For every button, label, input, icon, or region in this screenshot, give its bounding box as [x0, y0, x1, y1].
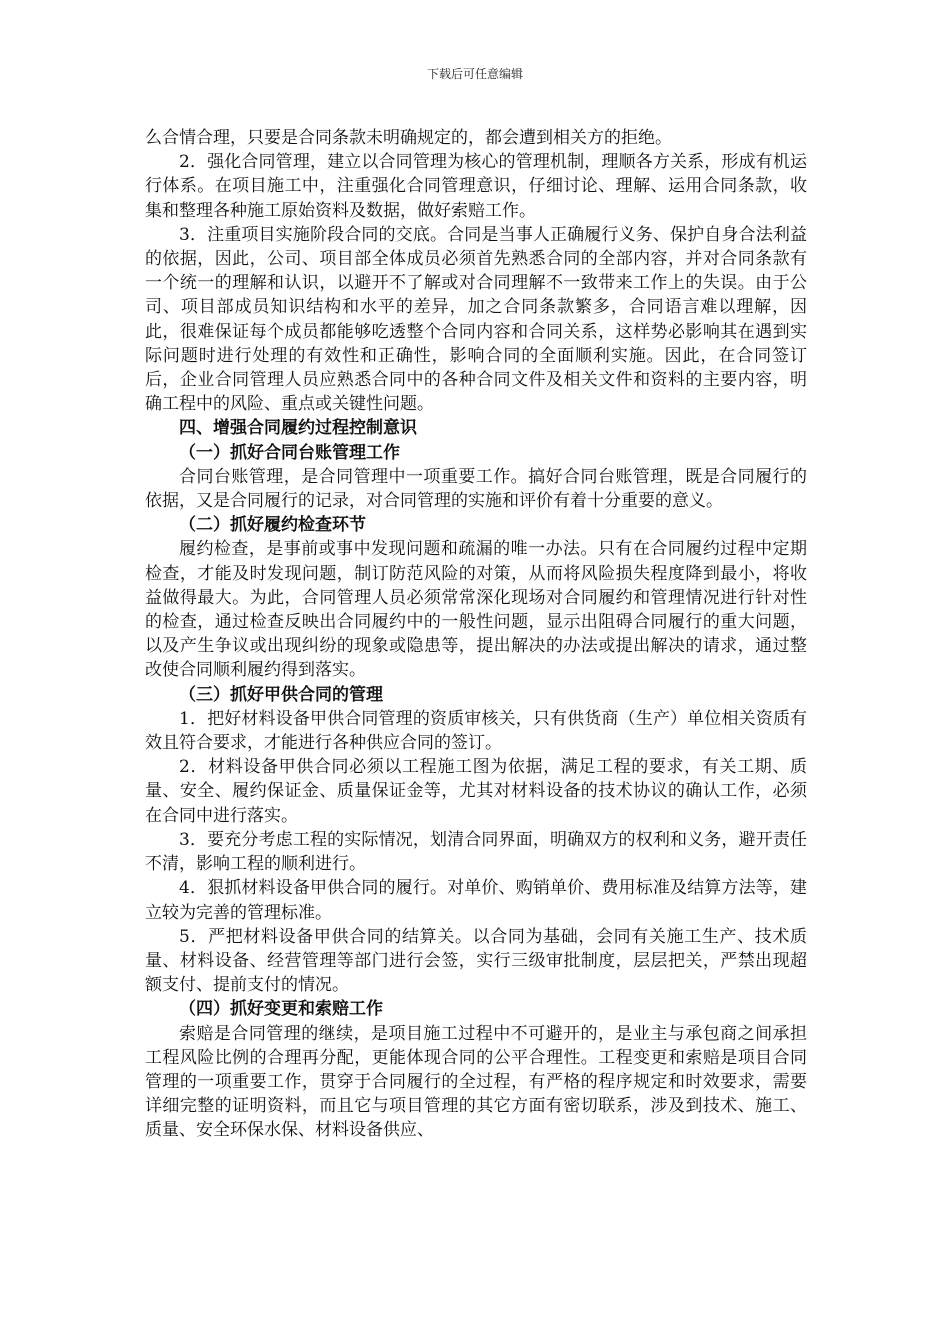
- paragraph: 索赔是合同管理的继续，是项目施工过程中不可避开的，是业主与承包商之间承担工程风险比例的合理再分配，更能体现合同的公平合理性。工程变更和索赔是项目合同管理的一项重要工作，贯穿于合同履行的全过程，有严格的程序规定和时效要求，需要详细完整的证明资料，而且它与项目管理的其它方面有密切联系，涉及到技术、施工、质量、安全环保水保、材料设备供应、: [145, 1023, 807, 1141]
- subsection-heading: （二）抓好履约检查环节: [179, 515, 366, 536]
- subsection-heading: （四）抓好变更和索赔工作: [179, 999, 383, 1020]
- section-heading: 四、增强合同履约过程控制意识: [179, 418, 417, 439]
- document-body: [145, 126, 807, 1143]
- subsection-heading: （一）抓好合同台账管理工作: [179, 442, 400, 463]
- paragraph: 合同台账管理，是合同管理中一项重要工作。搞好合同台账管理，既是合同履行的依据，又是合同履行的记录，对合同管理的实施和评价有着十分重要的意义。: [145, 466, 807, 512]
- paragraph: 2．材料设备甲供合同必须以工程施工图为依据，满足工程的要求，有关工期、质量、安全、履约保证金、质量保证金等，尤其对材料设备的技术协议的确认工作，必须在合同中进行落实。: [145, 757, 807, 826]
- paragraph: 5．严把材料设备甲供合同的结算关。以合同为基础，会同有关施工生产、技术质量、材料设备、经营管理等部门进行会签，实行三级审批制度，层层把关，严禁出现超额支付、提前支付的情况。: [145, 926, 807, 996]
- paragraph: 2．强化合同管理，建立以合同管理为核心的管理机制，理顺各方关系，形成有机运行体系。在项目施工中，注重强化合同管理意识，仔细讨论、理解、运用合同条款，收集和整理各种施工原始资料及数据，做好索赔工作。: [145, 152, 807, 221]
- paragraph: 履约检查，是事前或事中发现问题和疏漏的唯一办法。只有在合同履约过程中定期检查，才能及时发现问题，制订防范风险的对策，从而将风险损失程度降到最小，将收益做得最大。为此，合同管理人员必须常常深化现场对合同履约和管理情况进行针对性的检查，通过检查反映出合同履约中的一般性问题，显示出阻碍合同履行的重大问题，以及产生争议或出现纠纷的现象或隐患等，提出解决的办法或提出解决的请求，通过整改使合同顺利履约得到落实。: [145, 539, 807, 681]
- page-header: 下载后可任意编辑: [426, 67, 523, 81]
- subsection-heading: （三）抓好甲供合同的管理: [179, 684, 383, 705]
- paragraph: 3．要充分考虑工程的实际情况，划清合同界面，明确双方的权利和义务，避开责任不清，影响工程的顺利进行。: [145, 829, 807, 875]
- paragraph: 1．把好材料设备甲供合同管理的资质审核关，只有供货商（生产）单位相关资质有效且符合要求，才能进行各种供应合同的签订。: [145, 708, 807, 754]
- paragraph: 4．狠抓材料设备甲供合同的履行。对单价、购销单价、费用标准及结算方法等，建立较为完善的管理标准。: [145, 878, 807, 923]
- paragraph: 么合情合理，只要是合同条款未明确规定的，都会遭到相关方的拒绝。: [145, 128, 672, 148]
- paragraph: 3．注重项目实施阶段合同的交底。合同是当事人正确履行义务、保护自身合法利益的依据，因此，公司、项目部全体成员必须首先熟悉合同的全部内容，并对合同条款有一个统一的理解和认识，以避开不了解或对合同理解不一致带来工作上的失误。由于公司、项目部成员知识结构和水平的差异，加之合同条款繁多，合同语言难以理解，因此，很难保证每个成员都能够吃透整个合同内容和合同关系，这样势必影响其在遇到实际问题时进行处理的有效性和正确性，影响合同的全面顺利实施。因此，在合同签订后，企业合同管理人员应熟悉合同中的各种合同文件及相关文件和资料的主要内容，明确工程中的风险、重点或关键性问题。: [145, 224, 807, 415]
